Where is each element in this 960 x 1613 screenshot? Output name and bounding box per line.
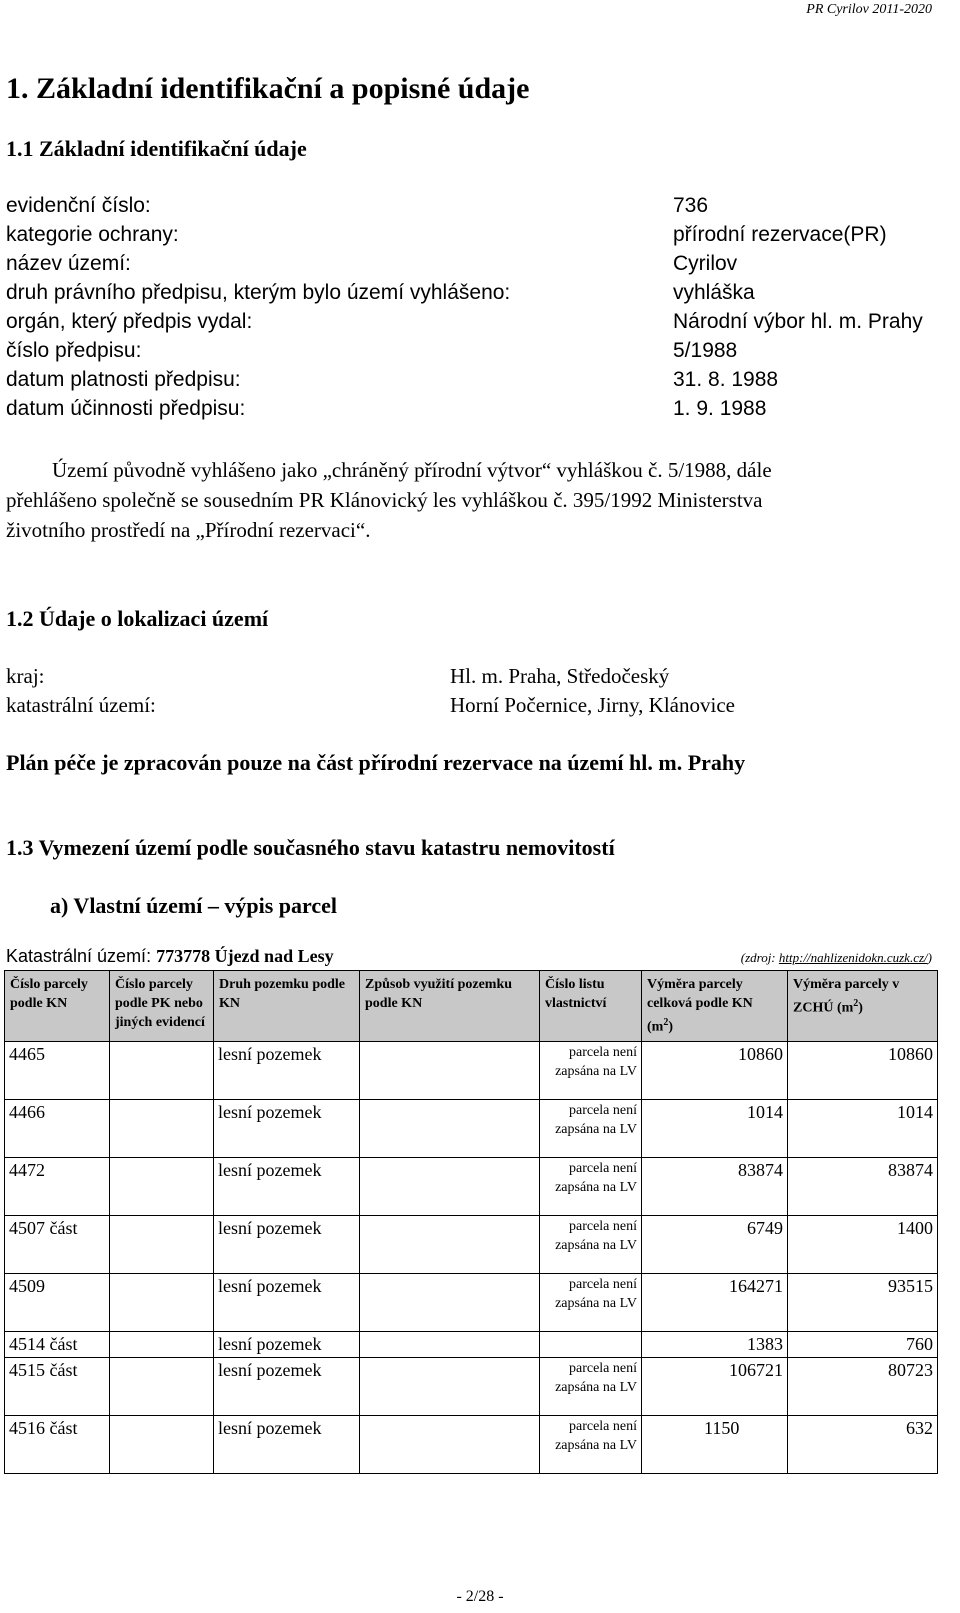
column-header: Číslo parcely podle PK nebo jiných evidencí xyxy=(110,971,214,1042)
cell-pk xyxy=(110,1041,214,1099)
unit-exponent: 2 xyxy=(663,1017,669,1028)
cell-area-zchu: 760 xyxy=(788,1331,938,1357)
cell-area-total: 164271 xyxy=(642,1273,788,1331)
unit-exponent: 2 xyxy=(853,998,859,1009)
cadastre-value: 773778 Újezd nad Lesy xyxy=(156,946,334,966)
id-label: datum platnosti předpisu: xyxy=(6,368,241,391)
cell-kn: 4507 část xyxy=(5,1215,110,1273)
source-note xyxy=(741,950,932,966)
cell-pk xyxy=(110,1215,214,1273)
id-value: 736 xyxy=(673,194,709,217)
cell-lv: parcela není zapsána na LV xyxy=(540,1357,642,1415)
cell-area-zchu: 10860 xyxy=(788,1041,938,1099)
id-label: orgán, který předpis vydal: xyxy=(6,310,253,333)
cell-area-total: 6749 xyxy=(642,1215,788,1273)
location-label: katastrální území: xyxy=(6,693,156,717)
cell-pk xyxy=(110,1331,214,1357)
table-row xyxy=(5,1273,938,1331)
section-heading-1-3: 1.3 Vymezení území podle současného stavu katastru nemovitostí xyxy=(6,835,615,860)
column-header: Číslo listu vlastnictví xyxy=(540,971,642,1042)
column-header: Způsob využití pozemku podle KN xyxy=(360,971,540,1042)
cell-zpusob xyxy=(360,1415,540,1473)
cell-area-total: 1014 xyxy=(642,1099,788,1157)
table-row xyxy=(5,1415,938,1473)
paragraph-line: přehlášeno společně se sousedním PR Klánovický les vyhláškou č. 395/1992 Ministerstva xyxy=(6,488,763,512)
table-row xyxy=(5,1041,938,1099)
id-value: 5/1988 xyxy=(673,339,738,362)
source-suffix: ) xyxy=(927,950,932,965)
cell-area-zchu: 93515 xyxy=(788,1273,938,1331)
table-row xyxy=(5,1357,938,1415)
table-header-row xyxy=(5,971,938,1042)
cell-druh: lesní pozemek xyxy=(214,1331,360,1357)
id-value: 31. 8. 1988 xyxy=(673,368,779,391)
cadastre-line xyxy=(6,946,334,967)
scope-note: Plán péče je zpracován pouze na část přírodní rezervace na území hl. m. Prahy xyxy=(6,750,746,775)
location-label: kraj: xyxy=(6,664,45,688)
cell-pk xyxy=(110,1157,214,1215)
table-row xyxy=(5,1099,938,1157)
table-row xyxy=(5,1157,938,1215)
cell-lv: parcela není zapsána na LV xyxy=(540,1157,642,1215)
cell-zpusob xyxy=(360,1215,540,1273)
cell-zpusob xyxy=(360,1099,540,1157)
column-header: Výměra parcely v ZCHÚ $(m^2)$ xyxy=(788,971,938,1042)
cell-kn: 4514 část xyxy=(5,1331,110,1357)
source-link[interactable]: http://nahlizenidokn.cuzk.cz/ xyxy=(778,950,928,965)
cell-pk xyxy=(110,1273,214,1331)
paragraph-line: Území původně vyhlášeno jako „chráněný přírodní výtvor“ vyhláškou č. 5/1988, dále xyxy=(52,458,772,482)
table-row xyxy=(5,1215,938,1273)
id-label: číslo předpisu: xyxy=(6,339,142,362)
cell-zpusob xyxy=(360,1041,540,1099)
cell-druh: lesní pozemek xyxy=(214,1099,360,1157)
cell-lv: parcela není zapsána na LV xyxy=(540,1273,642,1331)
running-header: PR Cyrilov 2011-2020 xyxy=(806,2,932,17)
subsection-heading: a) Vlastní území – výpis parcel xyxy=(50,893,338,918)
cell-kn: 4516 část xyxy=(5,1415,110,1473)
section-heading-1-2: 1.2 Údaje o lokalizaci území xyxy=(6,606,269,631)
cell-lv: parcela není zapsána na LV xyxy=(540,1099,642,1157)
id-label: datum účinnosti předpisu: xyxy=(6,397,246,420)
cell-area-total: 83874 xyxy=(642,1157,788,1215)
cell-pk xyxy=(110,1099,214,1157)
column-header: Druh pozemku podle KN xyxy=(214,971,360,1042)
cell-lv: parcela není zapsána na LV xyxy=(540,1215,642,1273)
cell-lv xyxy=(540,1331,642,1357)
id-value: Národní výbor hl. m. Prahy xyxy=(673,310,923,333)
cell-druh: lesní pozemek xyxy=(214,1041,360,1099)
column-header: Výměra parcely celková podle KN $(m^2)$ xyxy=(642,971,788,1042)
id-value: přírodní rezervace(PR) xyxy=(673,223,887,246)
declaration-paragraph xyxy=(6,455,926,545)
cell-druh: lesní pozemek xyxy=(214,1215,360,1273)
cell-kn: 4472 xyxy=(5,1157,110,1215)
cell-zpusob xyxy=(360,1273,540,1331)
id-label: kategorie ochrany: xyxy=(6,223,179,246)
page-number: - 2/28 - xyxy=(456,1588,504,1605)
cell-zpusob xyxy=(360,1357,540,1415)
cell-zpusob xyxy=(360,1331,540,1357)
cell-kn: 4515 část xyxy=(5,1357,110,1415)
cell-lv: parcela není zapsána na LV xyxy=(540,1415,642,1473)
paragraph-line: životního prostředí na „Přírodní rezervaci“. xyxy=(6,518,371,542)
cell-area-zchu: 1400 xyxy=(788,1215,938,1273)
cell-area-zchu: 80723 xyxy=(788,1357,938,1415)
cell-area-total: 106721 xyxy=(642,1357,788,1415)
cell-area-zchu: 83874 xyxy=(788,1157,938,1215)
parcel-table xyxy=(4,970,938,1474)
table-row xyxy=(5,1331,938,1357)
cell-area-zchu: 632 xyxy=(788,1415,938,1473)
cell-lv: parcela není zapsána na LV xyxy=(540,1041,642,1099)
id-value: vyhláška xyxy=(673,281,755,304)
id-label: druh právního předpisu, kterým bylo území vyhlášeno: xyxy=(6,281,511,304)
id-label: evidenční číslo: xyxy=(6,194,151,217)
page-title: 1. Základní identifikační a popisné údaje xyxy=(6,72,530,105)
cell-kn: 4465 xyxy=(5,1041,110,1099)
id-value: 1. 9. 1988 xyxy=(673,397,767,420)
source-prefix: (zdroj: xyxy=(740,950,779,965)
cell-druh: lesní pozemek xyxy=(214,1415,360,1473)
id-label: název území: xyxy=(6,252,131,275)
cell-zpusob xyxy=(360,1157,540,1215)
cell-pk xyxy=(110,1415,214,1473)
cell-area-total: 1150 xyxy=(642,1415,788,1473)
cell-kn: 4466 xyxy=(5,1099,110,1157)
cell-pk xyxy=(110,1357,214,1415)
location-value: Horní Počernice, Jirny, Klánovice xyxy=(450,693,735,717)
id-value: Cyrilov xyxy=(673,252,738,275)
cell-area-total: 1383 xyxy=(642,1331,788,1357)
cadastre-label: Katastrální území: xyxy=(6,946,157,966)
column-header: Číslo parcely podle KN xyxy=(5,971,110,1042)
location-value: Hl. m. Praha, Středočeský xyxy=(450,664,670,688)
cell-druh: lesní pozemek xyxy=(214,1273,360,1331)
cell-druh: lesní pozemek xyxy=(214,1357,360,1415)
cell-area-total: 10860 xyxy=(642,1041,788,1099)
cell-druh: lesní pozemek xyxy=(214,1157,360,1215)
section-heading-1-1: 1.1 Základní identifikační údaje xyxy=(6,136,307,161)
cell-area-zchu: 1014 xyxy=(788,1099,938,1157)
cell-kn: 4509 xyxy=(5,1273,110,1331)
